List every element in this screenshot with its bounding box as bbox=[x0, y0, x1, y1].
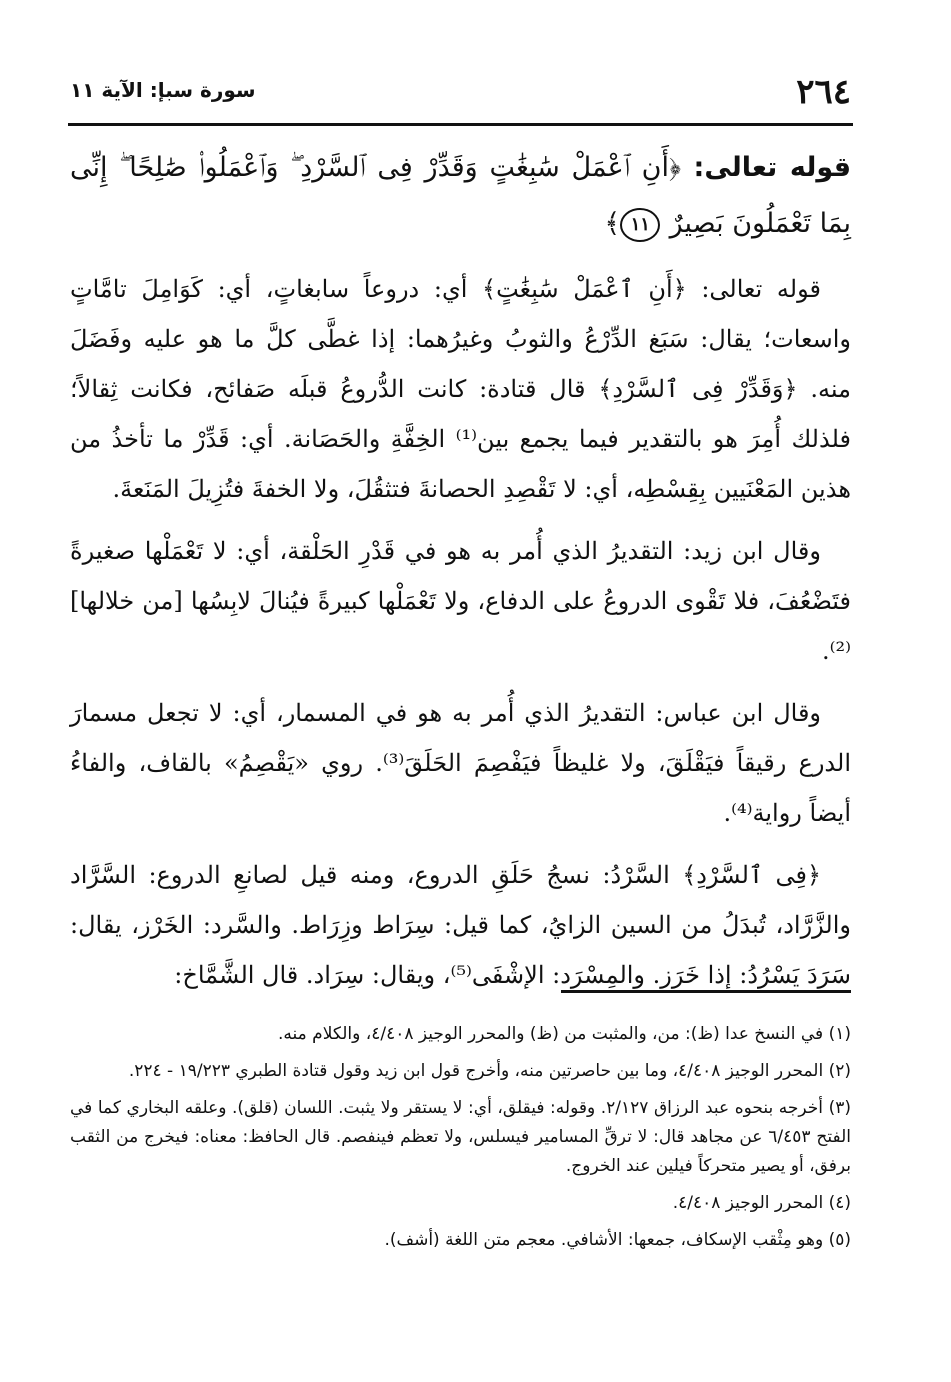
paragraph: ﴿فِى ٱلسَّرْدِ﴾ السَّرْدُ: نسجُ حَلَقِ الدروع، ومنه قيل لصانعِ الدروع: السَّرَّاد والزَّرَّاد، تُبدَلُ من السين الزايُ، كما قيل: سِرَاط وزِرَاط. والسَّرد: الخَرْز، يقال: سَرَدَ يَسْرُدُ: إذا خَرَز. والمِسْرَد: الإشْفَى⁽⁵⁾، ويقال: سِرَاد. قال الشَّمَّاخ: bbox=[70, 861, 851, 989]
paragraph: وقال ابن زيد: التقديرُ الذي أُمر به هو في قَدْرِ الحَلْقة، أي: لا تَعْمَلْها صغيرةً فتَضْعُفَ، فلا تَقْوى الدروعُ على الدفاع، ولا تَعْمَلْها كبيرةً فيُنالَ لابِسُها [من خلالها]⁽²⁾. bbox=[70, 537, 851, 665]
paragraph: وقال ابن عباس: التقديرُ الذي أُمر به هو في المسمار، أي: لا تجعل مسمارَ الدرع رقيقاً فيَقْلَقَ، ولا غليظاً فيَفْصِمَ الحَلَقَ⁽³⁾. روي «يَقْصِمُ» بالقاف، والفاءُ أيضاً رواية⁽⁴⁾. bbox=[70, 699, 851, 827]
footnote: (٢) المحرر الوجيز ٤/٤٠٨، وما بين حاصرتين منه، وأخرج قول ابن زيد وقول قتادة الطبري ١٩/٢٢٣ - ٢٢٤. bbox=[128, 1061, 851, 1081]
verse-heading bbox=[70, 140, 851, 252]
verse-close-bracket: ﴾ bbox=[604, 208, 621, 239]
running-head: سورة سبإ: الآية ١١ bbox=[70, 78, 256, 102]
page-header bbox=[70, 72, 851, 112]
footnotes bbox=[70, 1020, 851, 1263]
aya-number-badge: ١١ bbox=[620, 208, 660, 242]
verse-lead: قوله تعالى: bbox=[680, 152, 851, 183]
main-text bbox=[70, 140, 851, 1000]
quran-verse: ﴿أَنِ ٱعْمَلْ سَٰبِغَٰتٍ وَقَدِّرْ فِى ٱلسَّرْدِ ۖ وَٱعْمَلُوا۟ صَٰلِحًا ۖ إِنِّى بِمَا تَعْمَلُونَ بَصِيرٌ bbox=[70, 152, 851, 239]
footnote: (٥) وهو مِثْقب الإسكاف، جمعها: الأشافي. معجم متن اللغة (أشف). bbox=[384, 1230, 851, 1250]
page-number: ٢٦٤ bbox=[796, 72, 851, 112]
footnote: (٣) أخرجه بنحوه عبد الرزاق ٢/١٢٧. وقوله: فيقلق، أي: لا يستقر ولا يثبت. اللسان (قلق). وعلقه البخاري كما في الفتح ٦/٤٥٣ عن مجاهد قال: لا ترقِّ المسامير فيسلس، ولا تعظم فينفصم. قال الحافظ: معناه: فيخرج من الثقب برفق، أو يصير متحركاً فيلين عند الخروج. bbox=[70, 1098, 852, 1176]
footnote-divider bbox=[561, 990, 851, 993]
header-divider bbox=[68, 123, 853, 126]
paragraph: قوله تعالى: ﴿أَنِ ٱعْمَلْ سَٰبِغَٰتٍ﴾ أي: دروعاً سابغاتٍ، أي: كَوَامِلَ تامَّاتٍ واسعات؛ يقال: سَبَغ الدِّرْعُ والثوبُ وغيرُهما: إذا غطَّى كلَّ ما هو عليه وفَضَلَ منه. ﴿وَقَدِّرْ فِى ٱلسَّرْدِ﴾ قال قتادة: كانت الدُّروعُ قبلَه صَفائح، فكانت ثِقالاً؛ فلذلك أُمِرَ هو بالتقدير فيما يجمع بين⁽¹⁾ الخِفَّةِ والحَصَانة. أي: قَدِّرْ ما تأخذُ من هذين المَعْنَيين بِقِسْطِه، أي: لا تَقْصِدِ الحصانةَ فتثقُلَ، ولا الخفةَ فتُزِيلَ المَنَعةَ. bbox=[70, 275, 852, 503]
footnote: (٤) المحرر الوجيز ٤/٤٠٨. bbox=[672, 1193, 851, 1213]
footnote: (١) في النسخ عدا (ظ): من، والمثبت من (ظ) والمحرر الوجيز ٤/٤٠٨، والكلام منه. bbox=[278, 1024, 851, 1044]
